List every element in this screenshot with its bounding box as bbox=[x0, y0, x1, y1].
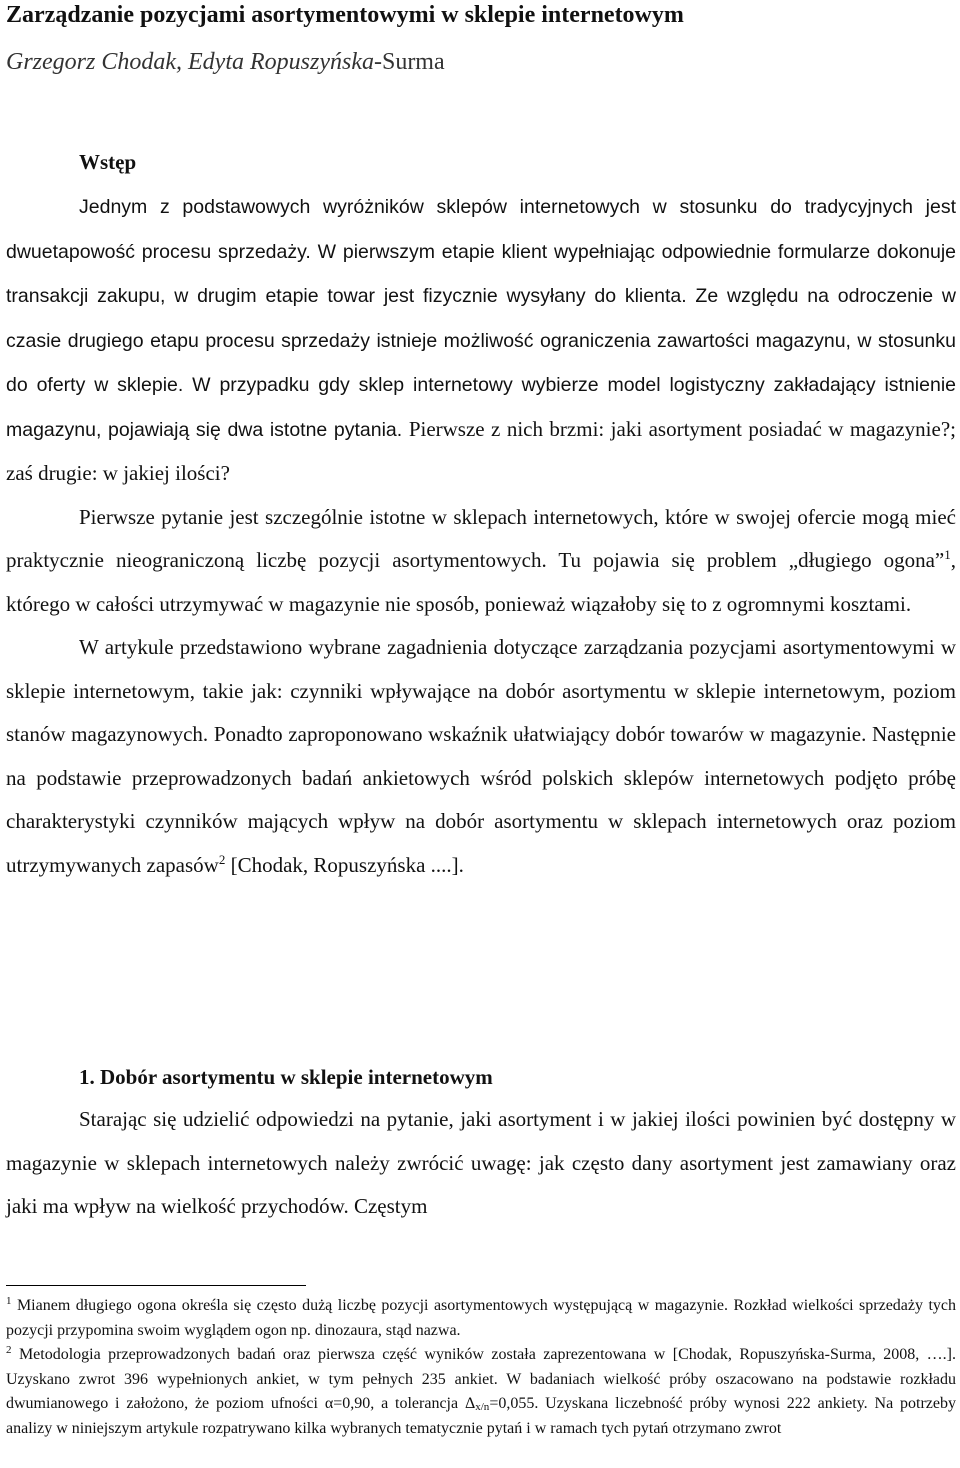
footnote-1 bbox=[6, 1294, 956, 1343]
authors-plain: Surma bbox=[381, 49, 445, 75]
intro-p2-part-a: Pierwsze pytanie jest szczególnie istotne w sklepach internetowych, które w swojej ofercie mogą mieć praktycznie nieograniczoną liczbę pozycji asortymentowych. Tu pojawia się problem „długiego ogona” bbox=[6, 504, 956, 572]
intro-p1-part-b: W pierwszym etapie klient wypełniając odpowiednie formularze dokonuje transakcji zakupu, w drugim etapie towar jest fizycznie wysyłany do klienta. bbox=[6, 240, 956, 307]
footnote-2-text-a: Metodologia przeprowadzonych badań oraz pierwsza część wyników została zaprezentowana w [Chodak, Ropuszyńska-Surma, 2008, ….]. Uzyskano zwrot 396 wypełnionych ankiet, w tym pełnych 235 ankiet. W badaniach wielkość próby oszacowano na podstawie rozkładu dwumianowego i założono, że poziom ufności bbox=[6, 1346, 956, 1412]
footnote-separator bbox=[6, 1285, 306, 1286]
delta-symbol: Δ bbox=[464, 1395, 476, 1412]
intro-p1-part-d: Pierwsze z nich brzmi: jaki asortyment posiadać w magazynie?; zaś drugie: w jakiej ilości? bbox=[6, 416, 956, 485]
document-title: Zarządzanie pozycjami asortymentowymi w sklepie internetowym bbox=[6, 2, 684, 28]
intro-paragraph-2 bbox=[6, 496, 956, 627]
footnote-ref-1: 1 bbox=[944, 547, 951, 562]
intro-paragraph-1 bbox=[6, 185, 956, 496]
delta-subscript: x/n bbox=[475, 1401, 490, 1413]
intro-body bbox=[6, 185, 956, 887]
footnote-2-text-b: =0,90, a tolerancja bbox=[333, 1395, 465, 1412]
footnote-1-number: 1 bbox=[6, 1295, 12, 1307]
authors-italic: Grzegorz Chodak, Edyta Ropuszyńska- bbox=[6, 49, 382, 75]
footnote-1-text: Mianem długiego ogona określa się często dużą liczbę pozycji asortymentowych występującą w magazynie. Rozkład wielkości sprzedaży tych pozycji przypomina swoim wyglądem ogon np. dinozaura, stąd nazwa. bbox=[6, 1297, 956, 1339]
section-1-paragraph-1: Starając się udzielić odpowiedzi na pytanie, jaki asortyment i w jakiej ilości powinien być dostępny w magazynie w sklepach internetowych należy zwrócić uwagę: jak często dany asortyment jest zamawiany oraz jaki ma wpływ na wielkość przychodów. Częstym bbox=[6, 1107, 956, 1218]
intro-p2-part-b: , którego w całości utrzymywać w magazynie nie sposób, ponieważ wiązałoby się to z ogromnymi kosztami. bbox=[6, 548, 956, 616]
intro-p1-part-a: Jednym z podstawowych wyróżników sklepów internetowych w stosunku do tradycyjnych jest dwuetapowość procesu sprzedaży. bbox=[6, 196, 956, 263]
section-1-body bbox=[6, 1098, 956, 1229]
intro-paragraph-3 bbox=[6, 626, 956, 887]
alpha-symbol: α bbox=[324, 1395, 334, 1412]
intro-heading: Wstęp bbox=[79, 150, 137, 174]
intro-p1-part-c: Ze względu na odroczenie w czasie drugiego etapu procesu sprzedaży istnieje możliwość ograniczenia zawartości magazynu, w stosunku do oferty w sklepie. W przypadku gdy sklep internetowy wybierze model logistyczny zakładający istnienie magazynu, pojawiają się dwa istotne pytania. bbox=[6, 285, 957, 441]
footnote-2-text-c: =0,055. Uzyskana liczebność próby wynosi 222 ankiety. Na potrzeby analizy w niniejszym artykule rozpatrywano kilka wybranych tematycznie pytań i w ramach tych pytań otrzymano zwrot bbox=[6, 1395, 956, 1437]
section-1-heading: 1. Dobór asortymentu w sklepie internetowym bbox=[79, 1065, 493, 1089]
intro-p3-part-b: [Chodak, Ropuszyńska ....]. bbox=[225, 852, 464, 877]
footnote-2-number: 2 bbox=[6, 1344, 12, 1356]
authors-line bbox=[6, 47, 445, 77]
footnotes bbox=[6, 1294, 956, 1441]
footnote-2 bbox=[6, 1343, 956, 1441]
footnote-ref-2: 2 bbox=[218, 851, 226, 867]
intro-p3-part-a: W artykule przedstawiono wybrane zagadnienia dotyczące zarządzania pozycjami asortymentowymi w sklepie internetowym, takie jak: czynniki wpływające na dobór asortymentu w sklepie internetowym, poziom stanów magazynowych. Ponadto zaproponowano wskaźnik ułatwiający dobór towarów w magazynie. Następnie na podstawie przeprowadzonych badań ankietowych wśród polskich sklepów internetowych podjęto próbę charakterystyki czynników mających wpływ na dobór asortymentu w sklepach internetowych oraz poziom utrzymywanych zapasów bbox=[6, 635, 956, 877]
